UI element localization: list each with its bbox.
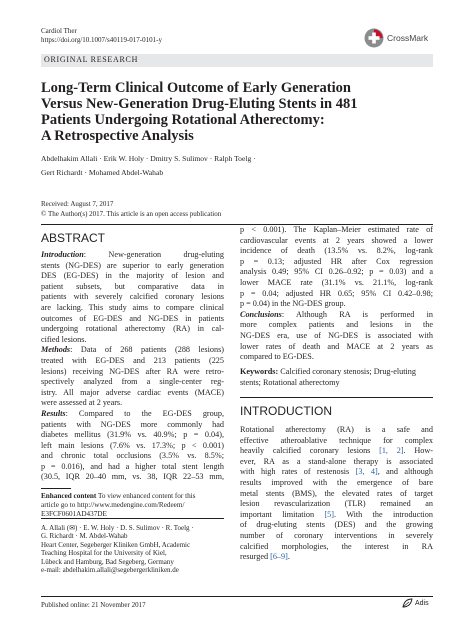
article-title [41, 80, 441, 144]
title-line: A Retrospective Analysis [41, 128, 194, 144]
abstract-line: p = 0.04) in the NG-DES group. [240, 299, 346, 309]
received-info [41, 199, 221, 219]
abstract-line: cardiovascular events at 2 years showed a lower [240, 235, 433, 245]
abstract-line: DES (EG-DES) in the majority of lesion and [41, 271, 224, 281]
journal-name: Cardiol Ther [41, 27, 77, 35]
abstract-line: treated with EG-DES and 213 patients (225 [41, 355, 224, 365]
affiliation-line: Heart Center, Segeberger Kliniken GmbH, Academic [41, 540, 191, 549]
publisher-logo [402, 598, 429, 608]
introduction-line: calcified morphologies, the interest in RA [240, 541, 433, 551]
abstract-line: p = 0.04; adjusted HR 0.65; 95% CI 0.42–0.98; [240, 288, 433, 298]
abstract-line: cified lesions. [41, 334, 87, 344]
abstract-line: analysis 0.49; 95% CI 0.26–0.92; p = 0.03) and a [240, 267, 433, 277]
authors-line: Gert Richardt · Mohamed Abdel-Wahab [41, 168, 164, 177]
enhanced-content-label: Enhanced content [41, 492, 97, 500]
publisher-name: Adis [415, 599, 429, 607]
citation-link[interactable]: [1, 2] [379, 446, 404, 456]
section-label: Results [41, 408, 66, 418]
introduction-line: resurged [6–9]. [240, 552, 290, 562]
abstract-line: Introduction: New-generation drug-eluting [41, 250, 224, 259]
keywords-text: Calcified coronary stenosis; [280, 367, 372, 376]
abstract-line: lower rates of death and MACE at 2 years as [240, 341, 433, 351]
footer-divider [41, 596, 433, 597]
abstract-heading: ABSTRACT [41, 231, 106, 245]
affiliation-divider [41, 518, 224, 519]
license-note: © The Author(s) 2017. This article is an open access publication [41, 210, 222, 218]
affiliation-line: G. Richardt · M. Abdel-Wahab [41, 532, 128, 541]
keywords-line [240, 367, 372, 376]
crossmark-badge[interactable] [364, 28, 428, 48]
abstract-line: compared to EG-DES. [240, 352, 314, 362]
affiliation-line: Lübeck and Hamburg, Bad Segeberg, Germany [41, 557, 174, 566]
citation-link[interactable]: [3, 4] [355, 467, 378, 477]
authors-line: Abdelhakim Allali · Erik W. Holy · Dmitry S. Sulimov · Ralph Toelg · [41, 154, 256, 163]
author-list [41, 152, 256, 180]
footnote-divider [41, 488, 71, 489]
published-date: Published online: 21 November 2017 [41, 601, 146, 609]
abstract-line: p = 0.13; adjusted HR after Cox regression [240, 256, 433, 266]
affiliation-line: A. Allali (✉) · E. W. Holy · D. S. Sulimov · R. Toelg · [41, 524, 194, 532]
article-type: ORIGINAL RESEARCH [44, 55, 139, 64]
received-date: Received: August 7, 2017 [41, 200, 114, 208]
abstract-right-column [240, 225, 433, 363]
keywords-line: Drug-eluting stents; Rotational atherectomy [240, 367, 416, 387]
doi-link[interactable]: https://doi.org/10.1007/s40119-017-0101-y [41, 36, 162, 44]
introduction-text [240, 425, 433, 563]
section-label: Conclusions [240, 309, 282, 319]
introduction-line: number of coronary interventions in severely [240, 530, 433, 540]
enhanced-content-code[interactable]: E3FCF0601AD437DE [41, 510, 107, 518]
enhanced-content-link[interactable]: article go to http://www.medengine.com/Redeem/ [41, 501, 185, 509]
introduction-line: results improved with the emergence of bare [240, 477, 433, 487]
abstract-line: more complex patients and lesions in the [240, 320, 433, 330]
introduction-line: effective atheroablative technique for complex [240, 435, 433, 445]
keywords-divider [240, 397, 433, 398]
abstract-line: Methods: Data of 268 patients (288 lesions) [41, 345, 224, 355]
introduction-heading: INTRODUCTION [240, 404, 332, 418]
abstract-line: Conclusions: Although RA is performed in [240, 309, 433, 319]
email-link[interactable]: e-mail: abdelhakim.allali@segebergerkliniken.de [41, 566, 179, 575]
citation-link[interactable]: [6–9] [270, 552, 288, 562]
abstract-line: Results: Compared to the EG-DES group, [41, 408, 224, 418]
crossmark-icon [364, 28, 384, 48]
keywords-block [240, 367, 433, 388]
abstract-line: outcomes of EG-DES and NG-DES in patients [41, 313, 224, 323]
abstract-left-column [41, 250, 224, 483]
title-line: Versus New-Generation Drug-Eluting Stents in 481 [41, 96, 358, 112]
introduction-line: Rotational atherectomy (RA) is a safe and [240, 425, 433, 434]
abstract-line: diabetes mellitus (31.9% vs. 40.9%; p = 0.04), [41, 430, 224, 440]
introduction-line: with high rates of restenosis [3, 4], and although [240, 467, 433, 477]
abstract-line: patients with severely calcified coronary lesions [41, 292, 224, 302]
abstract-line: and chronic total occlusions (3.5% vs. 8.5%; [41, 451, 224, 461]
introduction-line: of drug-eluting stents (DES) and the growing [240, 520, 433, 530]
abstract-line: stents (NG-DES) are superior to early generation [41, 260, 224, 270]
abstract-line: p = 0.016), and had a higher total stent length [41, 461, 224, 471]
abstract-line: were assessed at 2 years. [41, 398, 123, 408]
abstract-line: spectively analyzed from a single-center reg- [41, 377, 224, 387]
abstract-line: patient subsets, but comparative data in [41, 281, 224, 291]
abstract-line: patients with NG-DES more commonly had [41, 419, 224, 429]
affiliation-block [41, 524, 194, 574]
enhanced-content-note [41, 492, 224, 519]
abstract-line: incidence of death (13.5% vs. 8.2%, log-rank [240, 246, 433, 256]
abstract-line: (30.5, IQR 20–40 mm, vs. 38, IQR 22–53 mm, [41, 472, 224, 482]
adis-leaf-icon [402, 598, 413, 608]
abstract-line: NG-DES era, use of NG-DES is associated with [240, 330, 433, 340]
abstract-line: lower MACE rate (31.1% vs. 21.1%, log-rank [240, 277, 433, 287]
enhanced-content-text: To view enhanced content for this [96, 492, 196, 500]
abstract-line: lesions) receiving NG-DES after RA were retro- [41, 366, 224, 376]
title-line: Patients Undergoing Rotational Atherectomy: [41, 112, 325, 128]
abstract-line: istry. All major adverse cardiac events (MACE) [41, 387, 224, 397]
title-line: Long-Term Clinical Outcome of Early Generation [41, 80, 351, 96]
citation-link[interactable]: [5] [324, 509, 334, 519]
abstract-line: undergoing rotational atherectomy (RA) in cal- [41, 324, 224, 334]
abstract-line: left main lesions (7.6% vs. 17.3%; p < 0.001) [41, 440, 224, 450]
abstract-line: p < 0.001). The Kaplan–Meier estimated rate of [240, 225, 433, 234]
section-label: Methods [41, 345, 71, 355]
affiliation-line: Teaching Hospital for the University of Kiel, [41, 549, 167, 558]
keywords-label: Keywords: [240, 367, 279, 376]
introduction-line: heavily calcified coronary lesions [1, 2]. How- [240, 446, 433, 456]
section-label: Introduction [41, 250, 84, 259]
introduction-line: lesion revascularization (TLR) remained an [240, 499, 433, 509]
introduction-line: important limitation [5]. With the introduction [240, 509, 433, 519]
crossmark-label: CrossMark [387, 33, 429, 43]
introduction-line: metal stents (BMS), the elevated rates of target [240, 488, 433, 498]
introduction-line: ever, RA as a stand-alone therapy is associated [240, 456, 433, 466]
abstract-line: are lacking. This study aims to compare clinical [41, 302, 224, 312]
